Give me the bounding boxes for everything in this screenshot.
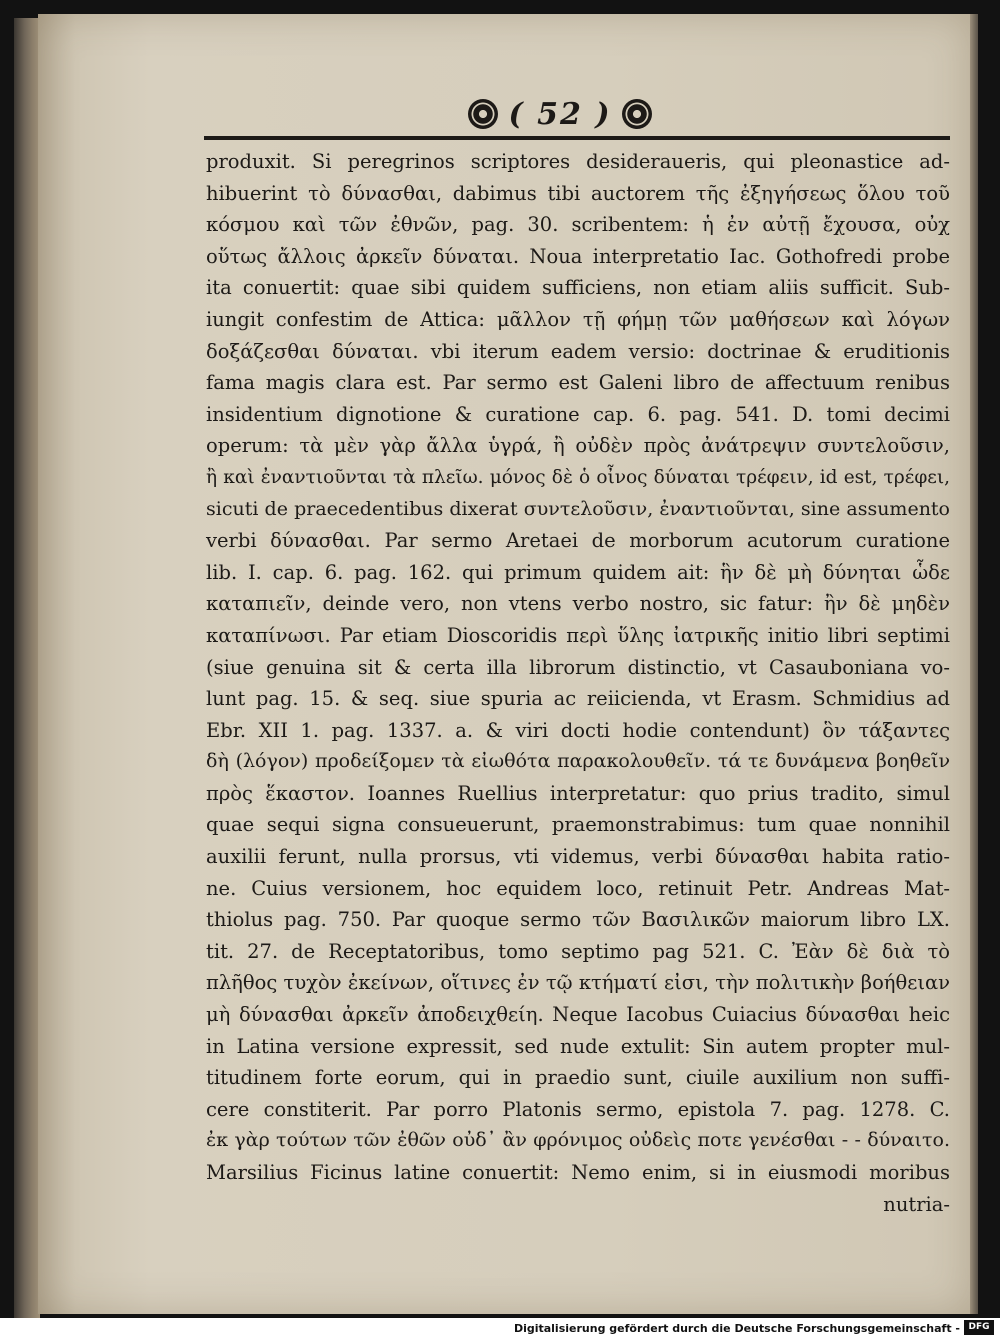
text-line: thiolus pag. 750. Par quoque sermo τῶν Βασιλικῶν maiorum libro LX. (206, 908, 950, 932)
text-line: titudinem forte eorum, qui in praedio sunt, ciuile auxilium non suffi- (206, 1066, 950, 1090)
text-line: sicuti de praecedentibus dixerat συντελοῦσιν, ἐναντιοῦνται, sine assumento (206, 497, 950, 520)
text-line: cere constiterit. Par porro Platonis sermo, epistola 7. pag. 1278. C. (206, 1097, 950, 1121)
text-line: δὴ (λόγον) προδείξομεν τὰ εἰωθότα παρακολουθεῖν. τά τε δυνάμενα βοηθεῖν (206, 750, 950, 773)
text-line: ita conuertit: quae sibi quidem sufficiens, non etiam aliis sufficit. Sub- (206, 276, 950, 300)
text-line: ἢ καὶ ἐναντιοῦνται τὰ πλεῖω. μόνος δὲ ὁ οἶνος δύναται τρέφειν, id est, τρέφει, (206, 466, 950, 488)
text-line: μὴ δύνασθαι ἀρκεῖν ἀποδειχθείη. Neque Iacobus Cuiacius δύνασθαι heic (206, 1003, 950, 1027)
footer-bar (0, 1318, 1000, 1338)
text-line: hibuerint τὸ δύνασθαι, dabimus tibi auctorem τῆς ἐξηγήσεως ὅλου τοῦ (206, 181, 950, 205)
text-line: insidentium dignotione & curatione cap. 6. pag. 541. D. tomi decimi (206, 402, 950, 426)
body-text (206, 146, 950, 1220)
text-line: Ebr. XII 1. pag. 1337. a. & viri docti hodie contendunt) ὃν τάξαντες (206, 718, 950, 742)
text-line: nutria- (883, 1192, 950, 1216)
page-edge (970, 14, 978, 1314)
text-line: (siue genuina sit & certa illa librorum distinctio, vt Casauboniana vo- (206, 655, 950, 679)
text-line: ἐκ γὰρ τούτων τῶν ἐθῶν οὐδ᾽ ἂν φρόνιμος οὐδεὶς ποτε γενέσθαι - - δύναιτο. (206, 1129, 950, 1152)
footer-credit: Digitalisierung gefördert durch die Deutsche Forschungsgemeinschaft - (513, 1322, 960, 1335)
text-line: δοξάζεσθαι δύναται. vbi iterum eadem versio: doctrinae & eruditionis (206, 339, 950, 363)
page-header (440, 92, 680, 136)
text-line: auxilii ferunt, nulla prorsus, vti videmus, verbi δύνασθαι habita ratio- (206, 845, 950, 869)
text-line: πρὸς ἕκαστον. Ioannes Ruellius interpretatur: quo prius tradito, simul (206, 781, 950, 805)
text-line: Marsilius Ficinus latine conuertit: Nemo enim, si in eiusmodi moribus (206, 1161, 950, 1184)
text-line: οὕτως ἄλλοις ἀρκεῖν δύναται. Noua interpretatio Iac. Gothofredi probe (206, 244, 950, 268)
text-line: quae sequi signa consueuerunt, praemonstrabimus: tum quae nonnihil (206, 813, 950, 837)
text-line: iungit confestim de Attica: μᾶλλον τῇ φήμῃ τῶν μαθήσεων καὶ λόγων (206, 307, 950, 331)
ornament-right-icon (622, 99, 652, 129)
header-rule (204, 136, 950, 140)
text-line: produxit. Si peregrinos scriptores desideraueris, qui pleonastice ad- (206, 150, 950, 173)
dfg-logo-icon: DFG (964, 1320, 994, 1335)
text-line: πλῆθος τυχὸν ἐκείνων, οἵτινες ἐν τῷ κτήματί εἰσι, τὴν πολιτικὴν βοήθειαν (206, 971, 950, 995)
text-line: καταπιεῖν, deinde vero, non vtens verbo nostro, sic fatur: ἢν δὲ μηδὲν (206, 592, 950, 616)
page-number: ( 52 ) (508, 96, 612, 132)
text-line: in Latina versione expressit, sed nude extulit: Sin autem propter mul- (206, 1034, 950, 1058)
text-line: fama magis clara est. Par sermo est Galeni libro de affectuum renibus (206, 371, 950, 395)
text-line: verbi δύνασθαι. Par sermo Aretaei de morborum acutorum curatione (206, 529, 950, 553)
text-line: καταπίνωσι. Par etiam Dioscoridis περὶ ὕλης ἰατρικῆς initio libri septimi (206, 623, 950, 647)
text-line: ne. Cuius versionem, hoc equidem loco, retinuit Petr. Andreas Mat- (206, 876, 950, 900)
text-line: lunt pag. 15. & seq. siue spuria ac reiicienda, vt Erasm. Schmidius ad (206, 687, 950, 711)
text-line: lib. I. cap. 6. pag. 162. qui primum quidem ait: ἣν δὲ μὴ δύνηται ὧδε (206, 560, 950, 584)
ornament-left-icon (468, 99, 498, 129)
text-line: κόσμου καὶ τῶν ἐθνῶν, pag. 30. scribentem: ἡ ἐν αὐτῇ ἔχουσα, οὐχ (206, 213, 950, 237)
text-line: tit. 27. de Receptatoribus, tomo septimo pag 521. C. Ἐὰν δὲ διὰ τὸ (206, 939, 950, 963)
text-line: operum: τὰ μὲν γὰρ ἄλλα ὑγρά, ἢ οὐδὲν πρὸς ἀνάτρεψιν συντελοῦσιν, (206, 434, 950, 458)
book-spine (14, 18, 40, 1318)
